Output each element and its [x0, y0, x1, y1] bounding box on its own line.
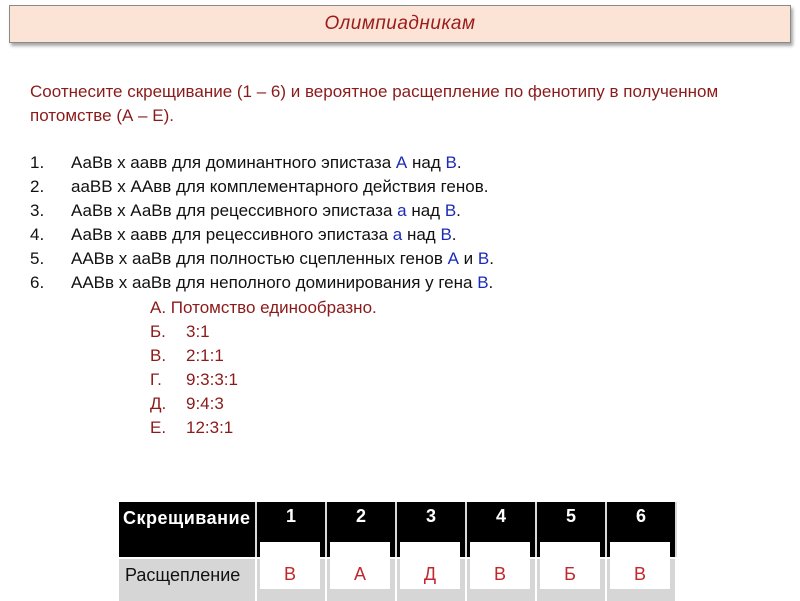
answer-value: А: [330, 559, 390, 589]
list-item-number: 4.: [30, 225, 45, 244]
answer-value: В: [470, 559, 530, 589]
answer-text: 12:3:1: [186, 418, 234, 437]
header-blank-box: [610, 542, 670, 557]
list-item-text: [71, 271, 493, 295]
list-item-text: [71, 151, 462, 175]
task-instruction: Соотнесите скрещивание (1 – 6) и вероятное расщепление по фенотипу в полученном потомстве (А – Е).: [30, 82, 719, 125]
answer-option: [150, 416, 377, 440]
table-header-row: [119, 502, 677, 557]
answer-option: [150, 320, 377, 344]
answer-text: Потомство единообразно.: [170, 298, 377, 317]
gene-symbol: В: [440, 225, 452, 244]
answer-cell: [467, 557, 537, 601]
answer-letter: А.: [150, 298, 167, 317]
list-item-number: 6.: [30, 273, 45, 292]
text-fragment: АаВв х аавв для рецессивного эпистаза: [71, 225, 393, 244]
answer-value: В: [260, 559, 320, 589]
answer-option: [150, 392, 377, 416]
column-header-cell: [327, 502, 397, 557]
answer-option: [150, 296, 377, 320]
title-banner: [9, 5, 791, 43]
column-number: 3: [425, 506, 436, 526]
gene-symbol: А: [395, 153, 408, 172]
text-fragment: .: [456, 201, 461, 220]
gene-symbol: В: [477, 273, 489, 292]
column-number: 4: [495, 506, 506, 526]
answer-cell: [537, 557, 607, 601]
list-item: [30, 271, 770, 295]
answer-letter: Д.: [150, 394, 167, 413]
answer-value: В: [610, 559, 670, 589]
answer-letter: В.: [150, 346, 167, 365]
list-item: [30, 223, 770, 247]
text-fragment: над: [406, 201, 445, 220]
answer-letter: Б.: [150, 322, 166, 341]
text-fragment: .: [489, 249, 494, 268]
answer-text: 9:4:3: [186, 394, 224, 413]
list-item-text: [71, 199, 461, 223]
header-blank-box: [470, 542, 530, 557]
answer-cell: [327, 557, 397, 601]
list-item-text: [71, 175, 489, 199]
answer-text: 9:3:3:1: [186, 370, 238, 389]
list-item-number: 1.: [30, 153, 45, 172]
header-blank-box: [540, 542, 600, 557]
header-label: Скрещивание: [123, 508, 251, 528]
list-item: [30, 151, 770, 175]
header-blank-box: [330, 542, 390, 557]
answer-table: [119, 502, 677, 601]
header-blank-box: [260, 542, 320, 557]
column-number: 1: [285, 506, 296, 526]
text-fragment: ААВв х ааВв для полностью сцепленных генов: [71, 249, 448, 268]
text-fragment: ааВВ х ААвв для комплементарного действия генов.: [71, 177, 489, 196]
answer-letter: Е.: [150, 418, 167, 437]
answer-cell: [607, 557, 677, 601]
list-item-text: [71, 247, 494, 271]
table-answer-row: [119, 557, 677, 601]
column-number: 2: [355, 506, 366, 526]
text-fragment: над: [407, 153, 446, 172]
answer-cell: [397, 557, 467, 601]
answer-option: [150, 368, 377, 392]
list-item-number: 5.: [30, 249, 45, 268]
column-header-cell: [397, 502, 467, 557]
column-number: 6: [635, 506, 646, 526]
gene-symbol: а: [392, 225, 403, 244]
header-label-cell: [119, 502, 257, 557]
gene-symbol: В: [445, 153, 457, 172]
gene-symbol: а: [397, 201, 407, 220]
header-blank-box: [400, 542, 460, 557]
gene-symbol: В: [444, 201, 457, 220]
list-item: [30, 175, 770, 199]
row-label-cell: [119, 557, 257, 601]
answer-value: Д: [400, 559, 460, 589]
gene-symbol: В: [477, 249, 490, 268]
list-item: [30, 199, 770, 223]
answer-text: 3:1: [186, 322, 210, 341]
text-fragment: АаВв х аавв для доминантного эпистаза: [71, 153, 396, 172]
answer-option: [150, 344, 377, 368]
text-fragment: .: [456, 153, 462, 172]
text-fragment: АаВв х АаВв для рецессивного эпистаза: [71, 201, 398, 220]
list-item-text: [71, 223, 457, 247]
column-header-cell: [467, 502, 537, 557]
row-label: Расщепление: [125, 565, 241, 585]
list-item-number: 3.: [30, 201, 45, 220]
column-header-cell: [607, 502, 677, 557]
answer-letter: Г.: [150, 370, 162, 389]
text-fragment: и: [458, 249, 478, 268]
answer-value: Б: [540, 559, 600, 589]
text-fragment: .: [488, 273, 494, 292]
gene-symbol: А: [447, 249, 459, 268]
text-fragment: над: [402, 225, 441, 244]
text-fragment: .: [451, 225, 457, 244]
answer-text: 2:1:1: [186, 346, 224, 365]
column-header-cell: [257, 502, 327, 557]
answer-options: [150, 296, 377, 440]
list-item-number: 2.: [30, 177, 45, 196]
text-fragment: ААВв х ааВв для неполного доминирования у гена: [71, 273, 478, 292]
column-header-cell: [537, 502, 607, 557]
answer-cell: [257, 557, 327, 601]
column-number: 5: [565, 506, 576, 526]
page-title: Олимпиадникам: [324, 13, 476, 34]
cross-list: [30, 151, 770, 295]
list-item: [30, 247, 770, 271]
